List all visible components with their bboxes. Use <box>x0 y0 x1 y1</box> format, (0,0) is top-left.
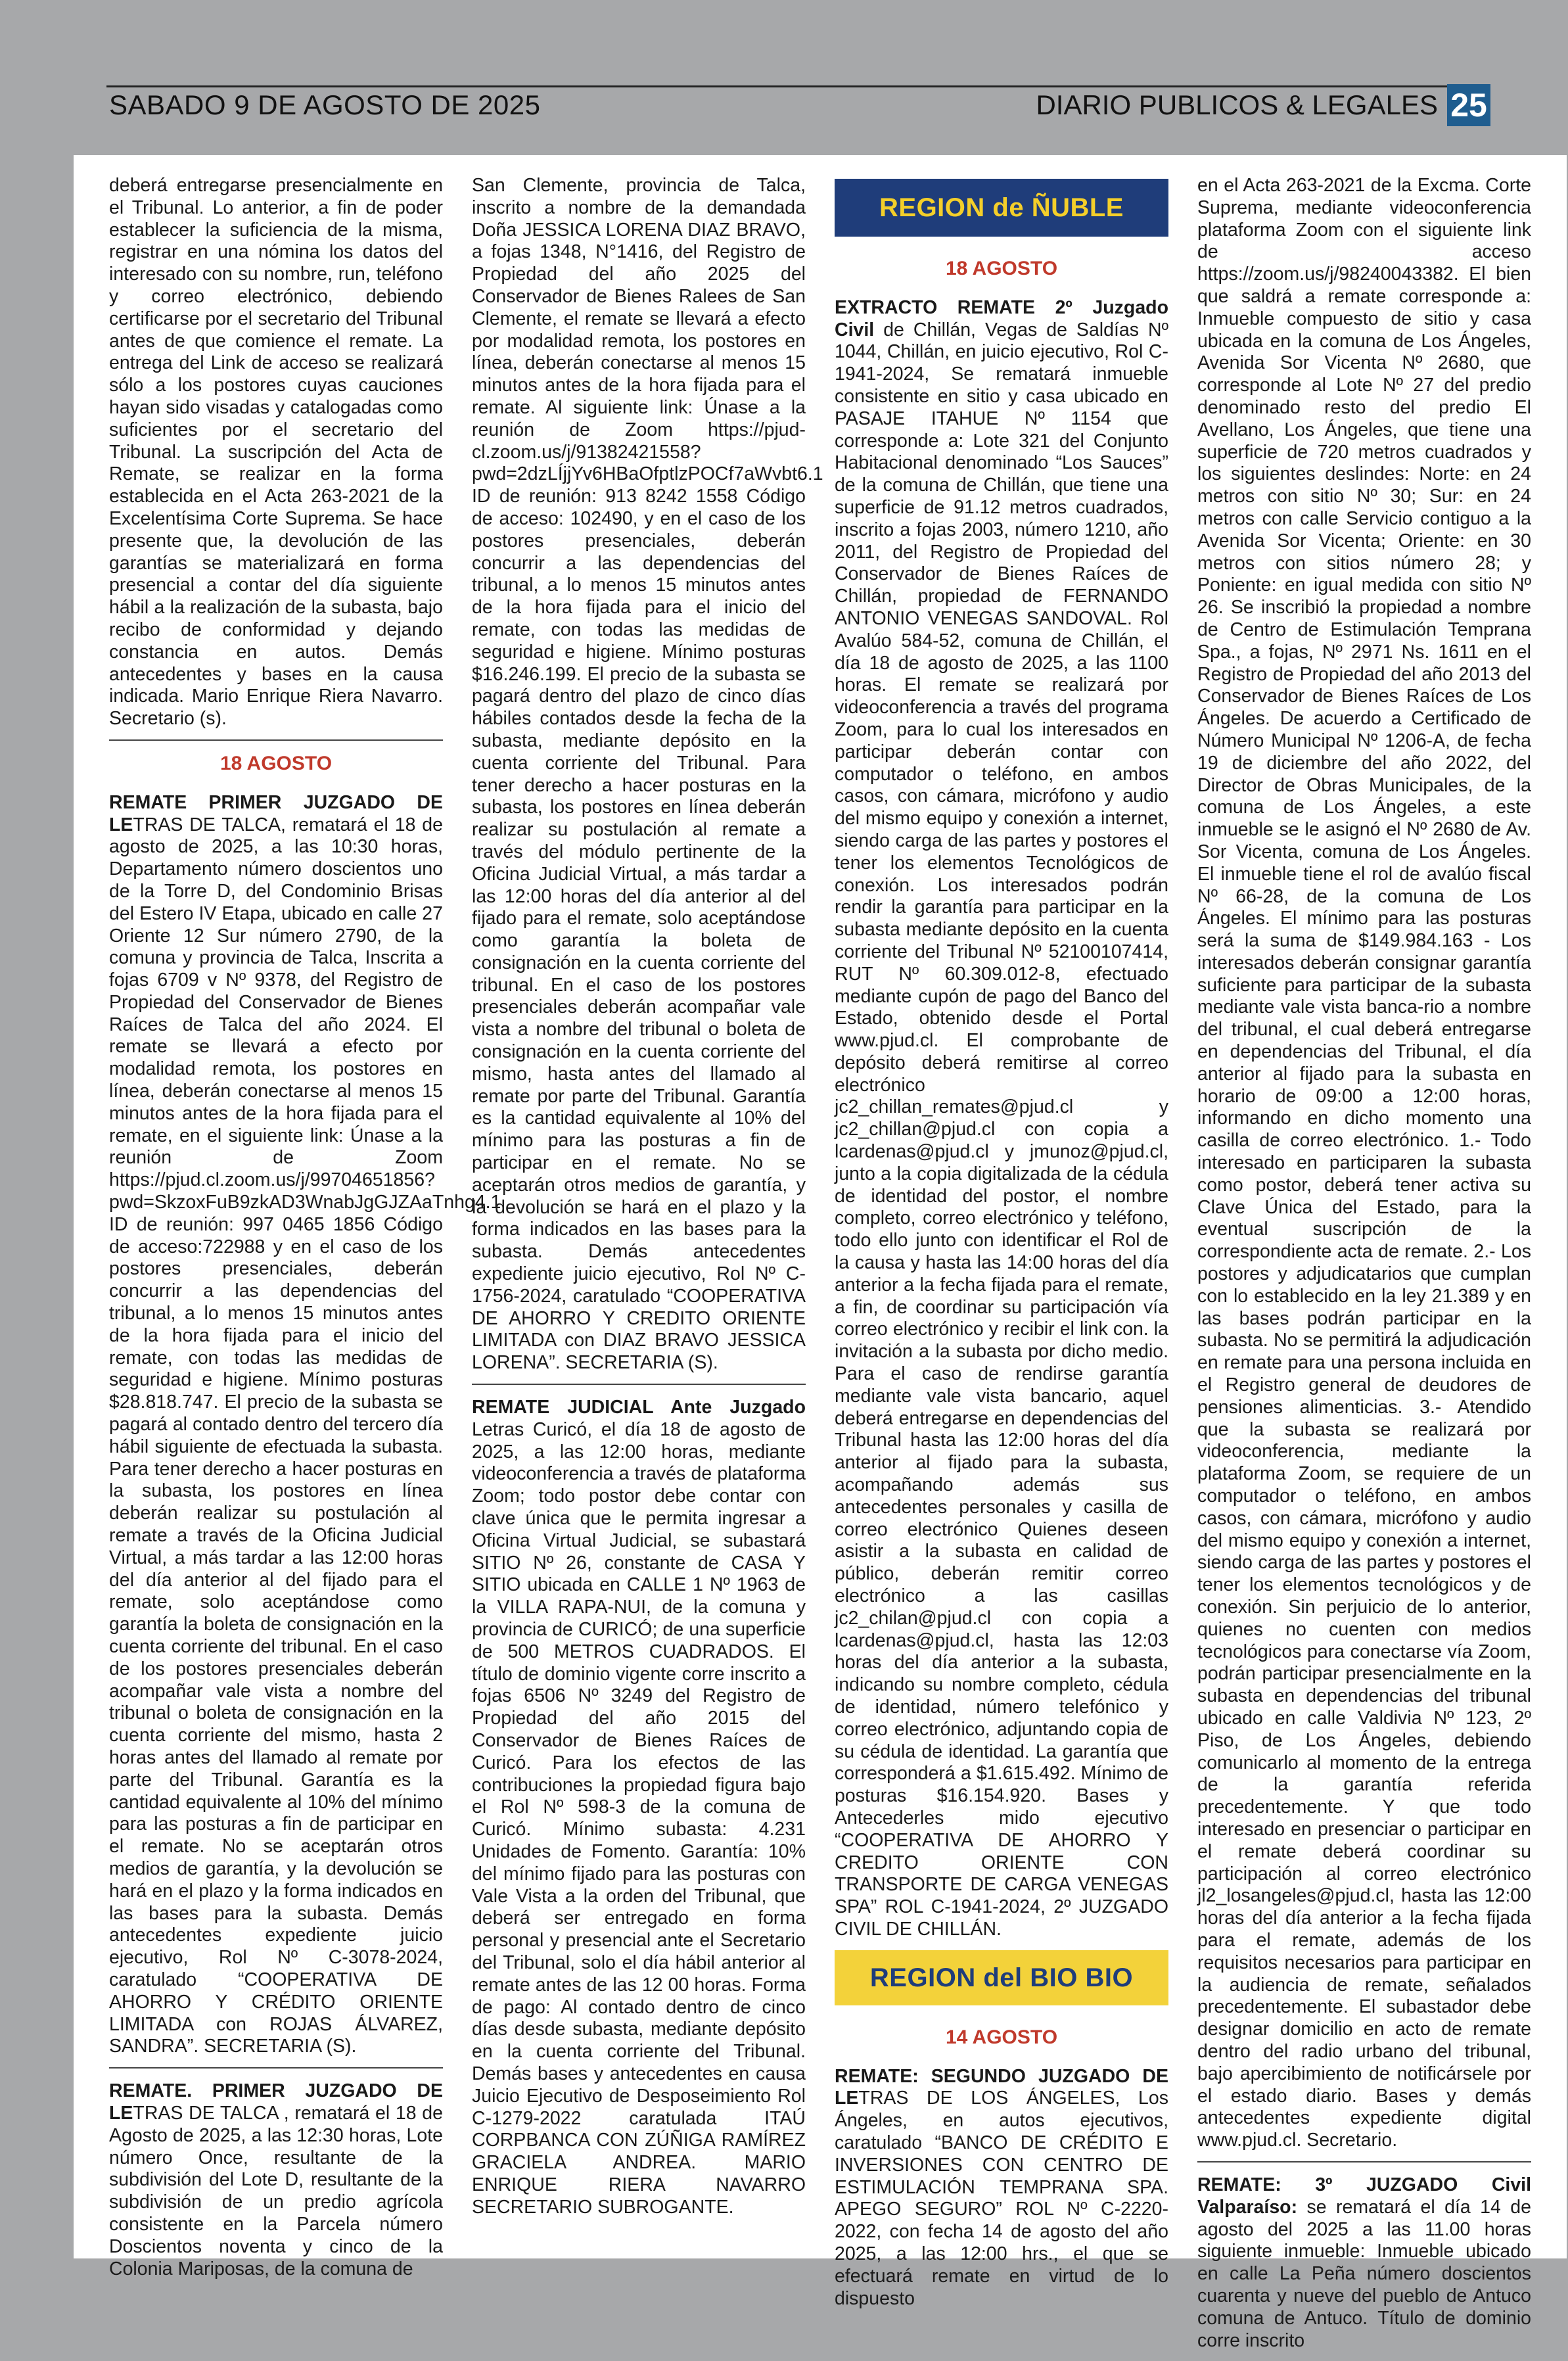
notice-remate-talca-2 <box>109 2080 443 2280</box>
notice-lead: REMATE PRIMER JUZGADO DE LE <box>109 791 443 835</box>
notice-text: en el Acta 263-2021 de la Excma. Corte Suprema, mediante videoconferencia plataforma Zoom con el siguiente link de acceso https://zoom.us/j/98240043382. El bien que saldrá a remate corresponde a: Inmueble compuesto de sitio y casa ubicada en la comuna de Los Ángeles, Avenida Sor Vicenta Nº 2680, que corresponde al Lote Nº 27 del predio denominado resto del predio El Avellano, Los Ángeles, que tiene una superficie de 720 metros cuadrados y los siguientes deslindes: Norte: en 24 metros con sitio Nº 30; Sur: en 24 metros con calle Servicio contiguo a la Avenida Sor Vicenta; Oriente: en 30 metros con sitios número 28; y Poniente: en igual medida con sitio Nº 26. Se inscribió la propiedad a nombre de Centro de Estimulación Temprana Spa., a fojas, Nº 2971 Ns. 1611 en el Registro de Propiedad del año 2013 del Conservador de Bienes Raíces de Los Ángeles. De acuerdo a Certificado de Número Municipal Nº 1206-A, de fecha 19 de diciembre del año 2022, del Director de Obras Municipales, de la comuna de Los Ángeles, a este inmueble se le asignó el Nº 2680 de Av. Sor Vicenta, comuna de Los Ángeles. El inmueble tiene el rol de avalúo fiscal Nº 66-28, de la comuna de Los Ángeles. El mínimo para las posturas será la suma de $149.984.163 - Los interesados deberán consignar garantía suficiente para participar de la subasta mediante vale vista banca-rio a nombre del tribunal, el cual deberá entregarse en dependencias del Tribunal, el día anterior al fijado para la subasta en horario de 09:00 a 12:00 horas, informando en dicho momento una casilla de correo electrónico. 1.- Todo interesado en participaren la subasta como postor, deberá tener activa su Clave Única del Estado, para la eventual suscripción de la correspondiente acta de remate. 2.- Los postores y adjudicatarios que cumplan con lo establecido en la ley 21.389 y en las bases podrán participar en la subasta. No se permitirá la adjudicación en remate para una persona incluida en el Registro general de deudores de pensiones alimenticias. 3.- Atendido que la subasta se realizará por videoconferencia, mediante la plataforma Zoom, se requiere de un computador o teléfono, en ambos casos, con cámara, micrófono y audio del mismo equipo y conexión a internet, siendo carga de las partes y postores el tener los elementos tecnológicos y de conexión. Sin perjuicio de lo anterior, quienes no cuenten con medios tecnológicos para conectarse vía Zoom, podrán participar presencialmente en la subasta en dependencias del tribunal ubicado en calle Valdivia Nº 123, 2º Piso, de Los Ángeles, debiendo comunicarlo al momento de la entrega de la garantía referida precedentemente. Y que todo interesado en presenciar o participar en el remate deberá coordinar su participación al correo electrónico jl2_losangeles@pjud.cl, hasta las 12:00 horas del día anterior a la fecha fijada para el remate, además de los requisitos necesarios para participar en la audiencia de remate, señalados precedentemente. El subastador debe designar domicilio en acto de remate dentro del radio urbano del tribunal, bajo apercibimiento de notificársele por el estado diario. Bases y demás antecedentes expediente digital www.pjud.cl. Secretario. <box>1197 175 1531 2151</box>
region-banner-nuble: REGION de ÑUBLE <box>835 179 1168 237</box>
notice-body: TRAS DE TALCA , rematará el 18 de Agosto de 2025, a las 12:30 horas, Lote número Once, resultante de la subdivisión del Lote D, resultante de la subdivisión de un predio agrícola consistente en la Parcela número Doscientos noventa y cinco de la Colonia Mariposas, de la comuna de <box>109 2102 443 2279</box>
notice-body: TRAS DE TALCA, rematará el 18 de agosto de 2025, a las 10:30 horas, Departamento número doscientos uno de la Torre D, del Condominio Brisas del Estero IV Etapa, ubicado en calle 27 Oriente 12 Sur número 2790, de la comuna y provincia de Talca, Inscrita a fojas 6709 v Nº 9378, del Registro de Propiedad del Conservador de Bienes Raíces de Talca del año 2024. El remate se llevará a efecto por modalidad remota, los postores en línea, deberán conectarse al menos 15 minutos antes de la hora fijada para el remate, en el siguiente link: Únase a la reunión de Zoom https://pjud.cl.zoom.us/j/99704651856?pwd=SkzoxFuB9zkAD3WnabJgGJZAaTnhg4.1 ID de reunión: 997 0465 1856 Código de acceso:722988 y en el caso de los postores presenciales, deberán concurrir a las dependencias del tribunal, a lo menos 15 minutos antes de la hora fijada para el inicio del remate, con todas las medidas de seguridad e higiene. Mínimo posturas $28.818.747. El precio de la subasta se pagará al contado dentro del tercero día hábil siguiente de efectuada la subasta. Para tener derecho a hacer posturas en la subasta, los postores en línea deberán realizar su postulación al remate a través de la Oficina Judicial Virtual, a más tardar a las 12:00 horas del día anterior al del fijado para el remate, solo aceptándose como garantía la boleta de consignación en la cuenta corriente del tribunal. En el caso de los postores presenciales deberán acompañar vale vista a nombre del tribunal o boleta de consignación en la cuenta corriente del mismo, hasta 2 horas antes del llamado al remate por parte del Tribunal. Garantía es la cantidad equivalente al 10% del mínimo para las posturas a fin de participar en el remate. No se aceptarán otros medios de garantía, y la devolución se hará en el plazo y la forma indicados en las bases para la subasta. Demás antecedentes expediente juicio ejecutivo, Rol Nº C-3078-2024, caratulado “COOPERATIVA DE AHORRO Y CRÉDITO ORIENTE LIMITADA con ROJAS ÁLVAREZ, SANDRA”. SECRETARIA (S). <box>109 814 501 2057</box>
column-4 <box>1197 175 1531 2361</box>
page-sheet <box>74 155 1567 2351</box>
notice-lead: REMATE JUDICIAL Ante Juzgado <box>472 1397 806 1418</box>
notice-remate-los-angeles <box>835 2066 1168 2310</box>
notice-body: de Chillán, Vegas de Saldías Nº 1044, Chillán, en juicio ejecutivo, Rol C-1941-2024, Se rematará inmueble consistente en sitio y casa ubicado en PASAJE ITAHUE Nº 1154 que corresponde a: Lote 321 del Conjunto Habitacional denominado “Los Sauces” de la comuna de Chillán, que tiene una superficie de 91.12 metros cuadrados, inscrito a fojas 2003, número 1210, año 2011, del Registro de Propiedad del Conservador de Bienes Raíces de Chillán, propiedad de FERNANDO ANTONIO VENEGAS SANDOVAL. Rol Avalúo 584-52, comuna de Chillán, el día 18 de agosto de 2025, a las 1100 horas. El remate se realizará por videoconferencia a través del programa Zoom, para lo cual los interesados en participar deberán contar con computador o teléfono, en ambos casos, con cámara, micrófono y audio del mismo equipo y conexión a internet, siendo carga de las partes y postores el tener los elementos Tecnológicos de conexión. Los interesados podrán rendir la garantía para participar en la subasta mediante depósito en la cuenta corriente del Tribunal Nº 52100107414, RUT Nº 60.309.012-8, efectuado mediante cupón de pago del Banco del Estado, obtenido desde el Portal www.pjud.cl. El comprobante de depósito deberá remitirse al correo electrónico jc2_chillan_remates@pjud.cl y jc2_chillan@pjud.cl con copia a lcardenas@pjud.cl y jmunoz@pjud.cl, junto a la copia digitalizada de la cédula de identidad del postor, el nombre completo, correo electrónico y teléfono, todo ello junto con identificar el Rol de la causa y hasta las 14:00 horas del día anterior a la fecha fijada para el remate, a fin, de coordinar su participación vía correo electrónico y recibir el link con. la invitación a la subasta por dicho medio. Para el caso de rendirse garantía mediante vale vista bancario, aquel deberá entregarse en dependencias del Tribunal hasta las 12:00 horas del día anterior al fijado para la subasta, acompañando además sus antecedentes personales y casilla de correo electrónico Quienes deseen asistir a la subasta en calidad de público, deberán remitir correo electrónico a las casillas jc2_chilan@pjud.cl con copia a lcardenas@pjud.cl, hasta las 12:03 horas del día anterior a la subasta, indicando su nombre completo, cédula de identidad, número telefónico y correo electrónico, adjuntando copia de su cédula de identidad. La garantía que corresponderá a $1.615.492. Mínimo de posturas $16.154.920. Bases y Antecederles mido ejecutivo “COOPERATIVA DE AHORRO Y CREDITO ORIENTE CON TRANSPORTE DE CARGA VENEGAS SPA” ROL C-1941-2024, 2º JUZGADO CIVIL DE CHILLÁN. <box>835 319 1168 1940</box>
region-banner-biobio: REGION del BIO BIO <box>835 1950 1168 2005</box>
notice-lead: REMATE. PRIMER JUZGADO DE LE <box>109 2080 443 2124</box>
date-heading: 14 AGOSTO <box>945 2026 1058 2048</box>
column-3 <box>835 175 1168 2319</box>
page-number: 25 <box>1447 84 1490 126</box>
date-heading: 18 AGOSTO <box>219 752 333 774</box>
notice-remate-valparaiso <box>1197 2174 1531 2352</box>
notice-text: deberá entregarse presencialmente en el Tribunal. Lo anterior, a fin de poder establecer la suficiencia de la misma, registrar en una nómina los datos del interesado con su nombre, run, teléfono y correo electrónico, debiendo certificarse por el secretario del Tribunal antes de que comience el remate. La entrega del Link de acceso se realizará sólo a los postores cuyas cauciones hayan sido visadas y catalogadas como suficientes por el secretario del Tribunal. La suscripción del Acta de Remate, se realizar en la forma establecida en el Acta 263-2021 de la Excelentísima Corte Suprema. Se hace presente que, la devolución de las garantías se materializará en forma presencial a contar del día siguiente hábil a la realización de la subasta, bajo recibo de conformidad y dejando constancia en autos. Demás antecedentes y bases en la causa indicada. Mario Enrique Riera Navarro. Secretario (s). <box>109 175 443 730</box>
header-rule <box>106 85 1490 87</box>
date-heading: 18 AGOSTO <box>945 258 1058 279</box>
notice-remate-chillan <box>835 297 1168 1941</box>
notice-divider <box>109 2067 443 2069</box>
notice-lead: EXTRACTO REMATE 2º Juzgado Civil <box>835 296 1168 340</box>
notice-divider <box>109 739 443 741</box>
notice-remate-talca-1 <box>109 791 501 2058</box>
page-header <box>106 83 1490 129</box>
notice-divider <box>472 1384 806 1385</box>
publication-name: DIARIO PUBLICOS & LEGALES <box>1036 89 1438 120</box>
notice-body: TRAS DE LOS ÁNGELES, Los Ángeles, en autos ejecutivos, caratulado “BANCO DE CRÉDITO E INVERSIONES CON CENTRO DE ESTIMULACIÓN TEMPRANA SPA. APEGO SEGURO” ROL Nº C-2220-2022, con fecha 14 de agosto del año 2025, a las 12:00 hrs., el que se efectuará remate en virtud de lo dispuesto <box>835 2088 1168 2309</box>
notice-text: San Clemente, provincia de Talca, inscrito a nombre de la demandada Doña JESSICA LORENA DIAZ BRAVO, a fojas 1348, N°1416, del Registro de Propiedad del año 2025 del Conservador de Bienes Ralees de San Clemente, el remate se llevará a efecto por modalidad remota, los postores en línea, deberán conectarse al menos 15 minutos antes de la hora fijada para el remate. Al siguiente link: Únase a la reunión de Zoom https://pjud-cl.zoom.us/j/91382421558?pwd=2dzLÍjjYv6HBaOfptlzPOCf7aWvbt6.1 ID de reunión: 913 8242 1558 Código de acceso: 102490, y en el caso de los postores presenciales, deberán concurrir a las dependencias del tribunal, a lo menos 15 minutos antes de la hora fijada para el inicio del remate, con todas las medidas de seguridad e higiene. Mínimo posturas $16.246.199. El precio de la subasta se pagará dentro del plazo de cinco días hábiles contados desde la fecha de la subasta, mediante depósito en la cuenta corriente del Tribunal. Para tener derecho a hacer posturas en la subasta, los postores en línea deberán realizar su postulación al remate a través del módulo pertinente de la Oficina Judicial Virtual, a más tardar a las 12:00 horas del día anterior al del fijado para el remate, solo aceptándose como garantía la boleta de consignación en la cuenta corriente del tribunal. En el caso de los postores presenciales deberán acompañar vale vista a nombre del tribunal o boleta de consignación en la cuenta corriente del mismo, hasta antes del llamado al remate por parte del Tribunal. Garantía es la cantidad equivalente al 10% del mínimo para las posturas a fin de participar en el remate. No se aceptarán otros medios de garantía, y la devolución se hará en el plazo y la forma indicados en las bases para la subasta. Demás antecedentes expediente juicio ejecutivo, Rol Nº C-1756-2024, caratulado “COOPERATIVA DE AHORRO Y CREDITO ORIENTE LIMITADA con DIAZ BRAVO JESSICA LORENA”. SECRETARIA (S). <box>472 175 823 1374</box>
notice-body: se rematará el día 14 de agosto del 2025 a las 11.00 horas siguiente inmueble: Inmueble ubicado en calle La Peña número doscientos cuarenta y nueve del pueblo de Antuco comuna de Antuco. Título de dominio corre inscrito <box>1197 2196 1531 2351</box>
column-1 <box>109 175 501 2289</box>
notice-divider <box>1197 2161 1531 2162</box>
issue-date: SABADO 9 DE AGOSTO DE 2025 <box>109 89 541 120</box>
notice-remate-curico <box>472 1397 806 2218</box>
notice-lead: REMATE: SEGUNDO JUZGADO DE LE <box>835 2065 1168 2109</box>
column-2 <box>472 175 823 2228</box>
notice-lead: REMATE: 3º JUZGADO Civil Valparaíso: <box>1197 2174 1531 2218</box>
notice-body: Letras Curicó, el día 18 de agosto de 2025, a las 12:00 horas, mediante videoconferencia a través de plataforma Zoom; todo postor debe contar con clave única que le permita ingresar a Oficina Virtual Judicial, se subastará SITIO Nº 26, constante de CASA Y SITIO ubicada en CALLE 1 Nº 1963 de la VILLA RAPA-NUI, de la comuna y provincia de CURICÓ; de una superficie de 500 METROS CUADRADOS. El título de dominio vigente corre inscrito a fojas 6506 Nº 3249 del Registro de Propiedad del año 2015 del Conservador de Bienes Raíces de Curicó. Para los efectos de las contribuciones la propiedad figura bajo el Rol Nº 598-3 de la comuna de Curicó. Mínimo subasta: 4.231 Unidades de Fomento. Garantía: 10% del mínimo fijado para las posturas con Vale Vista a la orden del Tribunal, que deberá ser entregado en forma personal y presencial ante el Secretario del Tribunal, solo el día hábil anterior al remate antes de las 12 00 horas. Forma de pago: Al contado dentro de cinco días desde subasta, mediante depósito en la cuenta corriente del Tribunal. Demás bases y antecedentes en causa Juicio Ejecutivo de Desposeimiento Rol C-1279-2022 caratulada ITAÚ CORPBANCA CON ZÚÑIGA RAMÍREZ GRACIELA ANDREA. MARIO ENRIQUE RIERA NAVARRO SECRETARIO SUBROGANTE. <box>472 1418 806 2218</box>
